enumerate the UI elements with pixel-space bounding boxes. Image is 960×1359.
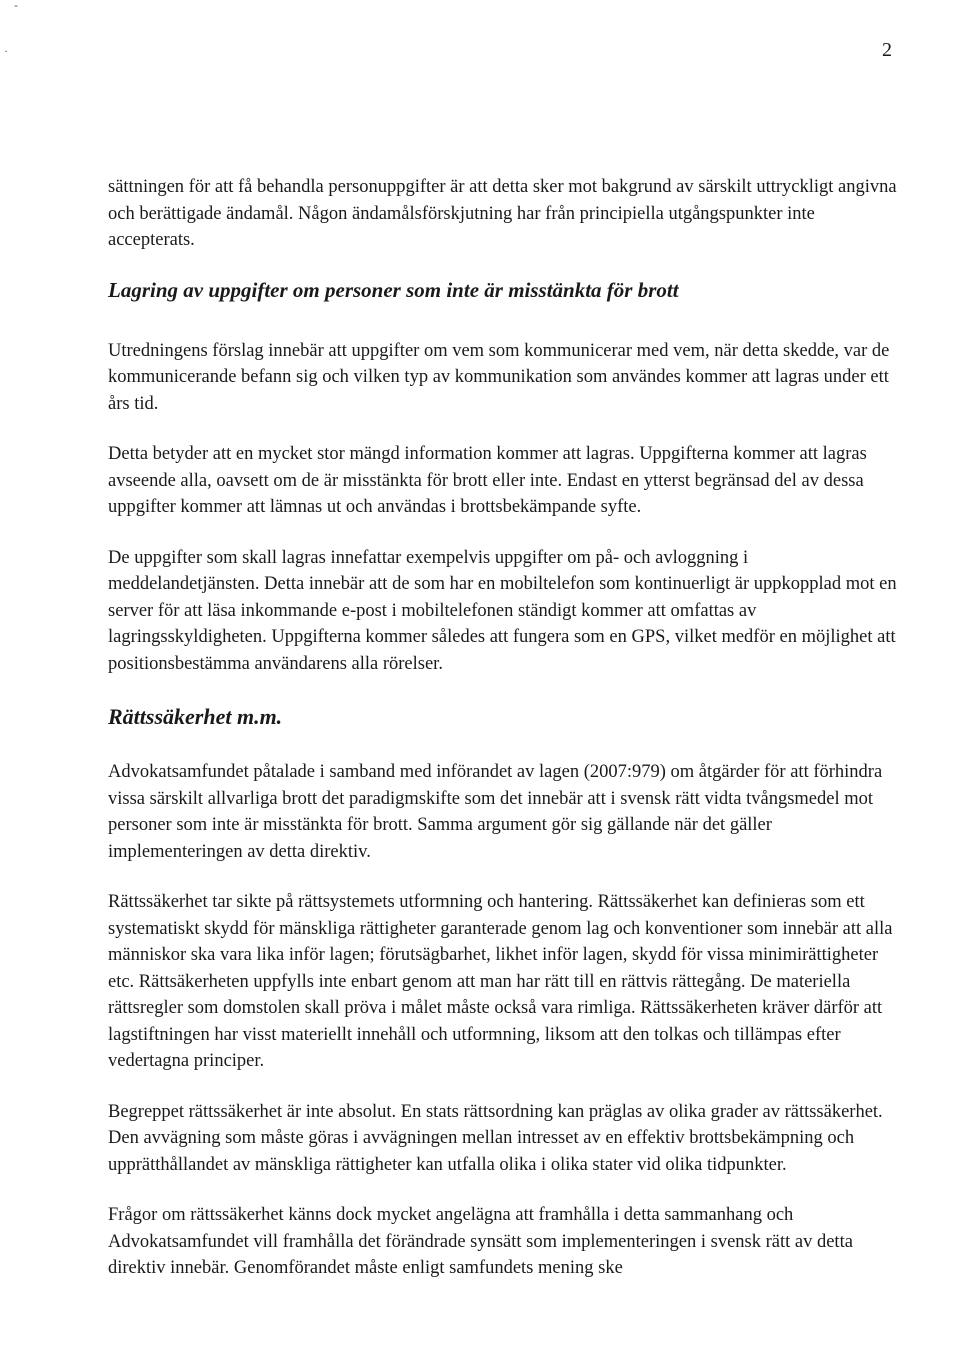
scan-mark-top-left: - xyxy=(14,0,18,12)
paragraph-amount-of-information: Detta betyder att en mycket stor mängd information kommer att lagras. Uppgifterna kommer att lagras avseende alla, oavsett om de är misstänkta för brott eller inte. Endast en ytterst begränsad del av dessa uppgifter kommer att lämnas ut och användas i brottsbekämpande syfte. xyxy=(108,444,867,517)
paragraph-paradigm-shift: Advokatsamfundet påtalade i samband med införandet av lagen (2007:979) om åtgärder för att förhindra vissa särskilt allvarliga brott det paradigmskifte som det innebär att i svensk rätt vidta tvångsmedel mot personer som inte är misstänkta för brott. Samma argument gör sig gällande när det gäller implementeringen av detta direktiv. xyxy=(108,762,883,862)
scan-mark-mid-left: · xyxy=(4,44,8,58)
section-heading-legal-certainty: Rättssäkerhet m.m. xyxy=(108,704,283,729)
section-heading-storage: Lagring av uppgifter om personer som inte är misstänkta för brott xyxy=(108,277,679,302)
paragraph-legal-certainty-definition: Rättssäkerhet tar sikte på rättsystemets utformning och hantering. Rättssäkerhet kan definieras som ett systematiskt skydd för mänskliga rättigheter garanterade genom lag och konventioner som innebär att alla människor ska vara lika inför lagen; förutsägbarhet, likhet inför lagen, skydd för vissa minimirättigheter etc. Rättsäkerheten uppfylls inte enbart genom att man har rätt till en rättvis rättegång. De materiella rättsregler som domstolen skall pröva i målet måste också vara rimliga. Rättssäkerheten kräver därför att lagstiftningen har visst materiellt innehåll och utformning, liksom att den tolkas och tillämpas efter vedertagna principer. xyxy=(108,892,893,1071)
document-body xyxy=(108,174,898,1282)
paragraph-not-absolute: Begreppet rättssäkerhet är inte absolut. En stats rättsordning kan präglas av olika grader av rättssäkerhet. Den avvägning som måste göras i avvägningen mellan intresset av en effektiv brottsbekämpning och upprätthållandet av mänskliga rättigheter kan utfalla olika i olika stater vid olika tidpunkter. xyxy=(108,1101,883,1175)
paragraph-continuation: sättningen för att få behandla personuppgifter är att detta sker mot bakgrund av särskilt uttryckligt angivna och berättigade ändamål. Någon ändamålsförskjutning har från principiella utgångspunkter inte accepterats. xyxy=(108,177,897,250)
page-number: 2 xyxy=(882,39,892,61)
paragraph-login-logout-data: De uppgifter som skall lagras innefattar exempelvis uppgifter om på- och avloggning i meddelandetjänsten. Detta innebär att de som har en mobiltelefon som kontinuerligt är uppkopplad mot en server för att läsa inkommande e-post i mobiltelefonen ständigt kommer att omfattas av lagringsskyldigheten. Uppgifterna kommer således att fungera som en GPS, vilket medför en möjlighet att positionsbestämma användarens alla rörelser. xyxy=(108,547,897,674)
paragraph-emphasis: Frågor om rättssäkerhet känns dock mycket angelägna att framhålla i detta sammanhang och Advokatsamfundet vill framhålla det förändrade synsätt som implementeringen i svensk rätt av detta direktiv innebär. Genomförandet måste enligt samfundets mening ske xyxy=(108,1205,853,1278)
paragraph-proposal: Utredningens förslag innebär att uppgifter om vem som kommunicerar med vem, när detta skedde, var de kommunicerande befann sig och vilken typ av kommunikation som användes kommer att lagras under ett års tid. xyxy=(108,340,890,414)
